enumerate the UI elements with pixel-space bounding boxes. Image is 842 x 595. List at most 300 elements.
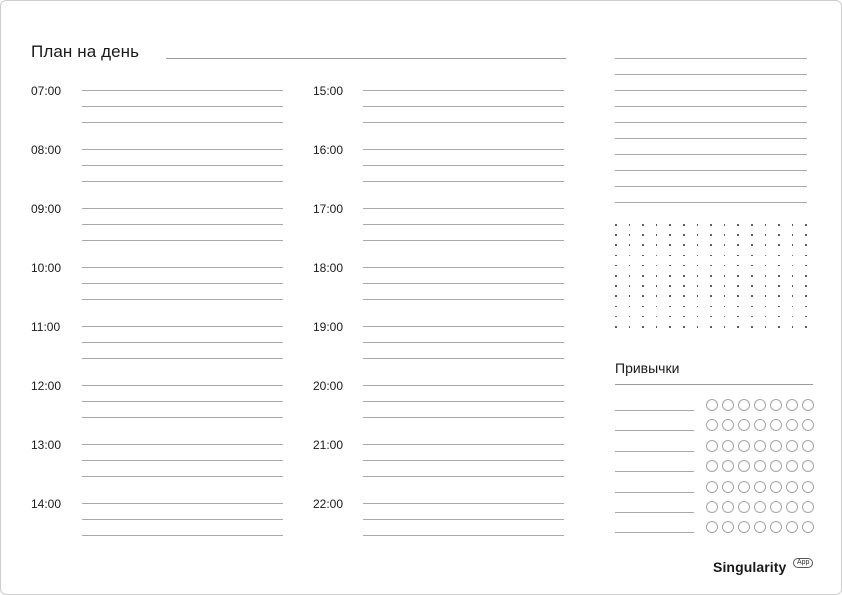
grid-dot	[792, 275, 794, 277]
time-label: 10:00	[31, 261, 62, 275]
writing-line[interactable]	[363, 208, 564, 209]
grid-dot	[629, 326, 631, 328]
note-line[interactable]	[615, 106, 807, 107]
grid-dot	[765, 295, 767, 297]
writing-line[interactable]	[82, 326, 283, 327]
grid-dot	[805, 224, 807, 226]
habit-checkbox[interactable]	[786, 419, 798, 431]
grid-dot	[710, 285, 712, 287]
writing-line[interactable]	[82, 476, 283, 477]
habit-checkbox[interactable]	[754, 399, 766, 411]
grid-dot	[737, 326, 739, 328]
grid-dot	[778, 255, 780, 257]
grid-dot	[629, 275, 631, 277]
grid-dot	[765, 306, 767, 308]
grid-dot	[765, 285, 767, 287]
grid-dot	[765, 326, 767, 328]
habit-checkbox[interactable]	[786, 399, 798, 411]
grid-dot	[724, 306, 726, 308]
habit-checkbox[interactable]	[722, 399, 734, 411]
grid-dot	[778, 234, 780, 236]
grid-dot	[683, 255, 685, 257]
grid-dot	[629, 295, 631, 297]
grid-dot	[642, 234, 644, 236]
grid-dot	[615, 316, 617, 318]
grid-dot	[792, 326, 794, 328]
writing-line[interactable]	[82, 385, 283, 386]
grid-dot	[710, 224, 712, 226]
grid-dot	[805, 295, 807, 297]
writing-line[interactable]	[82, 460, 283, 461]
writing-line[interactable]	[82, 358, 283, 359]
grid-dot	[669, 275, 671, 277]
habit-checkbox[interactable]	[754, 501, 766, 513]
grid-dot	[669, 285, 671, 287]
habit-checkbox[interactable]	[786, 460, 798, 472]
habit-checkbox[interactable]	[802, 460, 814, 472]
grid-dot	[683, 224, 685, 226]
grid-dot	[792, 316, 794, 318]
grid-dot	[697, 275, 699, 277]
grid-dot	[629, 234, 631, 236]
habit-checkbox[interactable]	[706, 419, 718, 431]
grid-dot	[669, 295, 671, 297]
note-line[interactable]	[615, 170, 807, 171]
grid-dot	[710, 265, 712, 267]
grid-dot	[737, 285, 739, 287]
grid-dot	[629, 255, 631, 257]
grid-dot	[615, 234, 617, 236]
grid-dot	[710, 326, 712, 328]
time-label: 13:00	[31, 438, 62, 452]
note-line[interactable]	[615, 58, 807, 59]
grid-dot	[724, 285, 726, 287]
writing-line[interactable]	[82, 224, 283, 225]
time-label: 19:00	[313, 320, 344, 334]
habit-checkbox[interactable]	[770, 399, 782, 411]
habit-checkbox[interactable]	[706, 440, 718, 452]
grid-dot	[724, 295, 726, 297]
grid-dot	[792, 265, 794, 267]
grid-dot	[710, 234, 712, 236]
time-label: 14:00	[31, 497, 62, 511]
grid-dot	[615, 275, 617, 277]
grid-dot	[642, 275, 644, 277]
grid-dot	[629, 224, 631, 226]
writing-line[interactable]	[363, 417, 564, 418]
grid-dot	[697, 295, 699, 297]
writing-line[interactable]	[363, 519, 564, 520]
writing-line[interactable]	[82, 401, 283, 402]
writing-line[interactable]	[82, 181, 283, 182]
grid-dot	[765, 265, 767, 267]
note-line[interactable]	[615, 90, 807, 91]
grid-dot	[697, 234, 699, 236]
writing-line[interactable]	[363, 165, 564, 166]
grid-dot	[656, 306, 658, 308]
grid-dot	[710, 306, 712, 308]
grid-dot	[778, 275, 780, 277]
grid-dot	[765, 275, 767, 277]
grid-dot	[697, 265, 699, 267]
grid-dot	[656, 224, 658, 226]
time-label: 15:00	[313, 84, 344, 98]
grid-dot	[765, 244, 767, 246]
grid-dot	[683, 295, 685, 297]
writing-line[interactable]	[82, 122, 283, 123]
writing-line[interactable]	[363, 267, 564, 268]
grid-dot	[697, 326, 699, 328]
grid-dot	[778, 326, 780, 328]
writing-line[interactable]	[82, 503, 283, 504]
habit-checkbox[interactable]	[754, 440, 766, 452]
note-line[interactable]	[615, 74, 807, 75]
habit-checkbox[interactable]	[754, 521, 766, 533]
grid-dot	[805, 326, 807, 328]
grid-dot	[792, 306, 794, 308]
grid-dot	[737, 295, 739, 297]
page-title: План на день	[31, 42, 140, 61]
grid-dot	[615, 255, 617, 257]
habit-name-line[interactable]	[615, 410, 694, 411]
grid-dot	[710, 255, 712, 257]
writing-line[interactable]	[82, 165, 283, 166]
grid-dot	[724, 255, 726, 257]
grid-dot	[737, 306, 739, 308]
grid-dot	[778, 265, 780, 267]
grid-dot	[697, 255, 699, 257]
habit-checkbox[interactable]	[802, 521, 814, 533]
habit-checkbox[interactable]	[786, 521, 798, 533]
time-label: 20:00	[313, 379, 344, 393]
grid-dot	[710, 316, 712, 318]
grid-dot	[669, 224, 671, 226]
writing-line[interactable]	[363, 224, 564, 225]
grid-dot	[792, 255, 794, 257]
time-label: 18:00	[313, 261, 344, 275]
habit-checkbox[interactable]	[722, 501, 734, 513]
grid-dot	[805, 265, 807, 267]
grid-dot	[669, 306, 671, 308]
habit-checkbox[interactable]	[722, 440, 734, 452]
grid-dot	[615, 244, 617, 246]
grid-dot	[792, 224, 794, 226]
grid-dot	[669, 265, 671, 267]
habit-checkbox[interactable]	[754, 481, 766, 493]
habit-checkbox[interactable]	[802, 399, 814, 411]
title-underline	[166, 58, 566, 59]
grid-dot	[669, 244, 671, 246]
habit-checkbox[interactable]	[802, 419, 814, 431]
habits-title: Привычки	[615, 360, 680, 376]
writing-line[interactable]	[363, 122, 564, 123]
habit-checkbox[interactable]	[802, 440, 814, 452]
grid-dot	[642, 255, 644, 257]
grid-dot	[656, 316, 658, 318]
grid-dot	[629, 285, 631, 287]
time-label: 16:00	[313, 143, 344, 157]
grid-dot	[683, 285, 685, 287]
writing-line[interactable]	[82, 535, 283, 536]
time-label: 07:00	[31, 84, 62, 98]
habit-name-line[interactable]	[615, 430, 694, 431]
grid-dot	[697, 224, 699, 226]
grid-dot	[724, 275, 726, 277]
grid-dot	[751, 265, 753, 267]
grid-dot	[778, 295, 780, 297]
grid-dot	[751, 234, 753, 236]
grid-dot	[724, 224, 726, 226]
grid-dot	[683, 316, 685, 318]
grid-dot	[737, 265, 739, 267]
writing-line[interactable]	[363, 90, 564, 91]
grid-dot	[656, 295, 658, 297]
grid-dot	[669, 316, 671, 318]
writing-line[interactable]	[363, 326, 564, 327]
grid-dot	[751, 244, 753, 246]
writing-line[interactable]	[82, 106, 283, 107]
writing-line[interactable]	[363, 181, 564, 182]
time-label: 22:00	[313, 497, 344, 511]
writing-line[interactable]	[82, 267, 283, 268]
writing-line[interactable]	[82, 90, 283, 91]
grid-dot	[724, 316, 726, 318]
habit-checkbox[interactable]	[770, 419, 782, 431]
grid-dot	[765, 224, 767, 226]
grid-dot	[751, 255, 753, 257]
writing-line[interactable]	[363, 385, 564, 386]
grid-dot	[629, 306, 631, 308]
habit-checkbox[interactable]	[770, 460, 782, 472]
grid-dot	[697, 285, 699, 287]
grid-dot	[683, 234, 685, 236]
writing-line[interactable]	[363, 299, 564, 300]
habit-checkbox[interactable]	[738, 460, 750, 472]
habits-underline	[615, 384, 813, 385]
time-label: 21:00	[313, 438, 344, 452]
writing-line[interactable]	[82, 240, 283, 241]
habit-checkbox[interactable]	[738, 501, 750, 513]
grid-dot	[805, 255, 807, 257]
habit-checkbox[interactable]	[770, 501, 782, 513]
grid-dot	[751, 326, 753, 328]
grid-dot	[778, 316, 780, 318]
writing-line[interactable]	[363, 240, 564, 241]
habit-checkbox[interactable]	[738, 399, 750, 411]
habit-checkbox[interactable]	[722, 460, 734, 472]
time-label: 17:00	[313, 202, 344, 216]
note-line[interactable]	[615, 202, 807, 203]
habit-checkbox[interactable]	[722, 481, 734, 493]
writing-line[interactable]	[82, 283, 283, 284]
note-line[interactable]	[615, 154, 807, 155]
grid-dot	[642, 316, 644, 318]
grid-dot	[765, 316, 767, 318]
habit-checkbox[interactable]	[706, 501, 718, 513]
grid-dot	[669, 234, 671, 236]
grid-dot	[737, 316, 739, 318]
grid-dot	[629, 244, 631, 246]
habit-checkbox[interactable]	[786, 440, 798, 452]
writing-line[interactable]	[363, 342, 564, 343]
habit-checkbox[interactable]	[770, 440, 782, 452]
writing-line[interactable]	[363, 535, 564, 536]
grid-dot	[615, 295, 617, 297]
grid-dot	[642, 285, 644, 287]
writing-line[interactable]	[82, 299, 283, 300]
writing-line[interactable]	[363, 460, 564, 461]
writing-line[interactable]	[363, 444, 564, 445]
grid-dot	[792, 234, 794, 236]
grid-dot	[683, 244, 685, 246]
grid-dot	[710, 244, 712, 246]
note-line[interactable]	[615, 186, 807, 187]
app-badge: App	[793, 558, 813, 568]
grid-dot	[642, 224, 644, 226]
grid-dot	[805, 234, 807, 236]
grid-dot	[792, 295, 794, 297]
grid-dot	[697, 244, 699, 246]
grid-dot	[615, 326, 617, 328]
grid-dot	[765, 234, 767, 236]
writing-line[interactable]	[363, 358, 564, 359]
grid-dot	[805, 316, 807, 318]
grid-dot	[737, 275, 739, 277]
habit-name-line[interactable]	[615, 451, 694, 452]
habit-checkbox[interactable]	[786, 501, 798, 513]
grid-dot	[656, 265, 658, 267]
habit-name-line[interactable]	[615, 492, 694, 493]
habit-checkbox[interactable]	[802, 481, 814, 493]
writing-line[interactable]	[363, 149, 564, 150]
grid-dot	[792, 285, 794, 287]
grid-dot	[778, 306, 780, 308]
writing-line[interactable]	[82, 149, 283, 150]
grid-dot	[737, 234, 739, 236]
writing-line[interactable]	[363, 106, 564, 107]
writing-line[interactable]	[82, 208, 283, 209]
habit-checkbox[interactable]	[738, 481, 750, 493]
grid-dot	[642, 265, 644, 267]
grid-dot	[656, 255, 658, 257]
grid-dot	[778, 285, 780, 287]
habit-checkbox[interactable]	[786, 481, 798, 493]
grid-dot	[656, 285, 658, 287]
habit-checkbox[interactable]	[706, 481, 718, 493]
grid-dot	[805, 306, 807, 308]
writing-line[interactable]	[82, 342, 283, 343]
grid-dot	[710, 295, 712, 297]
habit-checkbox[interactable]	[706, 460, 718, 472]
grid-dot	[642, 295, 644, 297]
writing-line[interactable]	[82, 519, 283, 520]
grid-dot	[724, 234, 726, 236]
grid-dot	[697, 306, 699, 308]
grid-dot	[724, 326, 726, 328]
habit-name-line[interactable]	[615, 471, 694, 472]
writing-line[interactable]	[363, 401, 564, 402]
grid-dot	[751, 306, 753, 308]
grid-dot	[615, 265, 617, 267]
grid-dot	[751, 275, 753, 277]
habit-checkbox[interactable]	[802, 501, 814, 513]
grid-dot	[615, 306, 617, 308]
habit-checkbox[interactable]	[770, 481, 782, 493]
grid-dot	[751, 224, 753, 226]
habit-checkbox[interactable]	[754, 460, 766, 472]
grid-dot	[615, 285, 617, 287]
grid-dot	[778, 224, 780, 226]
grid-dot	[629, 265, 631, 267]
grid-dot	[805, 285, 807, 287]
note-line[interactable]	[615, 122, 807, 123]
grid-dot	[656, 326, 658, 328]
grid-dot	[669, 255, 671, 257]
grid-dot	[642, 326, 644, 328]
grid-dot	[724, 244, 726, 246]
grid-dot	[737, 255, 739, 257]
writing-line[interactable]	[363, 283, 564, 284]
habit-name-line[interactable]	[615, 532, 694, 533]
habit-checkbox[interactable]	[738, 419, 750, 431]
note-line[interactable]	[615, 138, 807, 139]
grid-dot	[765, 255, 767, 257]
time-label: 08:00	[31, 143, 62, 157]
grid-dot	[683, 265, 685, 267]
grid-dot	[629, 316, 631, 318]
grid-dot	[778, 244, 780, 246]
grid-dot	[683, 306, 685, 308]
habit-checkbox[interactable]	[738, 521, 750, 533]
grid-dot	[656, 234, 658, 236]
grid-dot	[724, 265, 726, 267]
grid-dot	[737, 224, 739, 226]
writing-line[interactable]	[363, 476, 564, 477]
habit-checkbox[interactable]	[770, 521, 782, 533]
grid-dot	[751, 295, 753, 297]
habit-checkbox[interactable]	[722, 419, 734, 431]
time-label: 09:00	[31, 202, 62, 216]
habit-checkbox[interactable]	[754, 419, 766, 431]
habit-checkbox[interactable]	[738, 440, 750, 452]
grid-dot	[737, 244, 739, 246]
grid-dot	[751, 285, 753, 287]
grid-dot	[697, 316, 699, 318]
grid-dot	[656, 275, 658, 277]
grid-dot	[805, 244, 807, 246]
grid-dot	[710, 275, 712, 277]
grid-dot	[669, 326, 671, 328]
grid-dot	[751, 316, 753, 318]
grid-dot	[615, 224, 617, 226]
writing-line[interactable]	[363, 503, 564, 504]
writing-line[interactable]	[82, 417, 283, 418]
brand-logo: Singularity	[713, 559, 787, 575]
habit-name-line[interactable]	[615, 512, 694, 513]
habit-checkbox[interactable]	[722, 521, 734, 533]
habit-checkbox[interactable]	[706, 521, 718, 533]
grid-dot	[683, 275, 685, 277]
writing-line[interactable]	[82, 444, 283, 445]
grid-dot	[642, 306, 644, 308]
grid-dot	[642, 244, 644, 246]
grid-dot	[805, 275, 807, 277]
time-label: 11:00	[31, 320, 61, 334]
time-label: 12:00	[31, 379, 62, 393]
grid-dot	[683, 326, 685, 328]
habit-checkbox[interactable]	[706, 399, 718, 411]
grid-dot	[656, 244, 658, 246]
